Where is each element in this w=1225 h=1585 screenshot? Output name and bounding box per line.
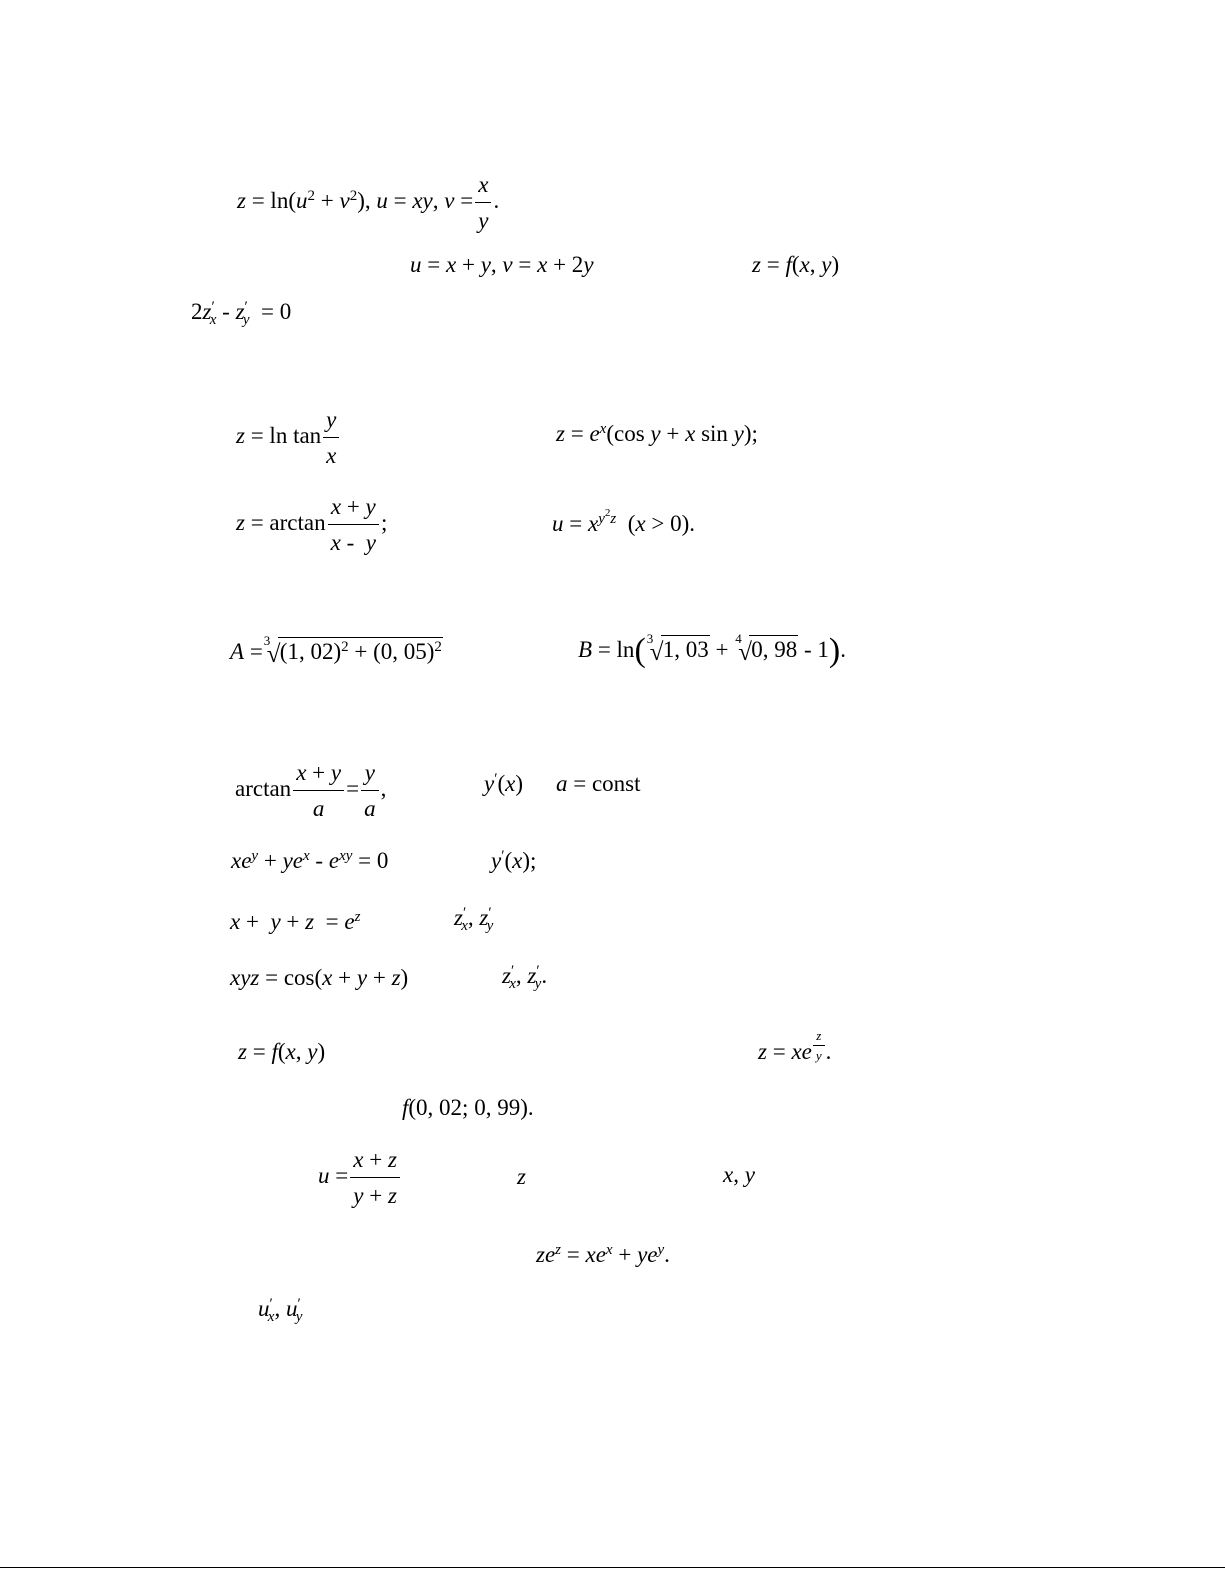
formula-6-value: f(0, 02; 0, 99).	[402, 1095, 534, 1120]
formula-5a-const: a = const	[556, 771, 641, 796]
formula-2-substitution: u = x + y, v = x + 2y	[410, 252, 594, 277]
formula-3c: z = arctan $\frac{x + y}{x - y}$ ;	[236, 494, 388, 555]
formula-7-equation: $ze^z = xe^x + ye^y$.	[536, 1241, 670, 1267]
formula-5d: xyz = cos(x + y + z)	[230, 965, 409, 990]
formula-4b: B = ln( 3 √ 1, 03 + 4 √ 0, 98 - 1).	[578, 631, 846, 669]
formula-5a-find: y′(x)	[484, 770, 524, 796]
formula-7-u: u = $\frac{x + z}{y + z}$	[318, 1147, 402, 1208]
formula-5a: arctan $\frac{x + y}{a}$ = $\frac{y}{a}$ ,	[235, 760, 387, 821]
formula-2-equation: $2z'_x - z'_y = 0$	[191, 298, 292, 328]
formula-5c: $x + y + z = e^z$	[230, 908, 361, 934]
formula-5d-find: $z'_x$, $z'_y$.	[502, 962, 548, 992]
formula-5c-find: $z'_x$, $z'_y$	[454, 904, 494, 934]
page-bottom-rule	[0, 1567, 1225, 1568]
formula-3d: $u = x^{y^2z}$ (x > 0).	[552, 507, 695, 536]
formula-7-find: $u'_x$, $u'_y$	[258, 1295, 303, 1325]
formula-5b: $xe^y + ye^x - e^{xy} = 0$	[231, 847, 389, 873]
formula-3b: $z = e^x(\cos$ y + x sin y);	[556, 420, 758, 446]
formula-4a: A = 3 √ (1, 02)$^2$ + (0, 05)$^2$	[230, 633, 442, 668]
formula-3a: z = ln tan $\frac{y}{x}$	[236, 407, 341, 468]
formula-6-function: z = f(x, y)	[238, 1039, 326, 1064]
formula-7-xy: x, y	[723, 1162, 755, 1187]
formula-1: $z = \ln(u^2 + v^2)$, u = xy, v = $\frac{x}{y}$ .	[237, 172, 500, 233]
formula-2-function: z = f(x, y)	[752, 252, 840, 277]
formula-5b-find: y′(x);	[491, 847, 537, 873]
formula-6-equation: z = xe $\frac{z}{y}$ .	[758, 1028, 832, 1064]
formula-7-z: z	[517, 1164, 526, 1189]
